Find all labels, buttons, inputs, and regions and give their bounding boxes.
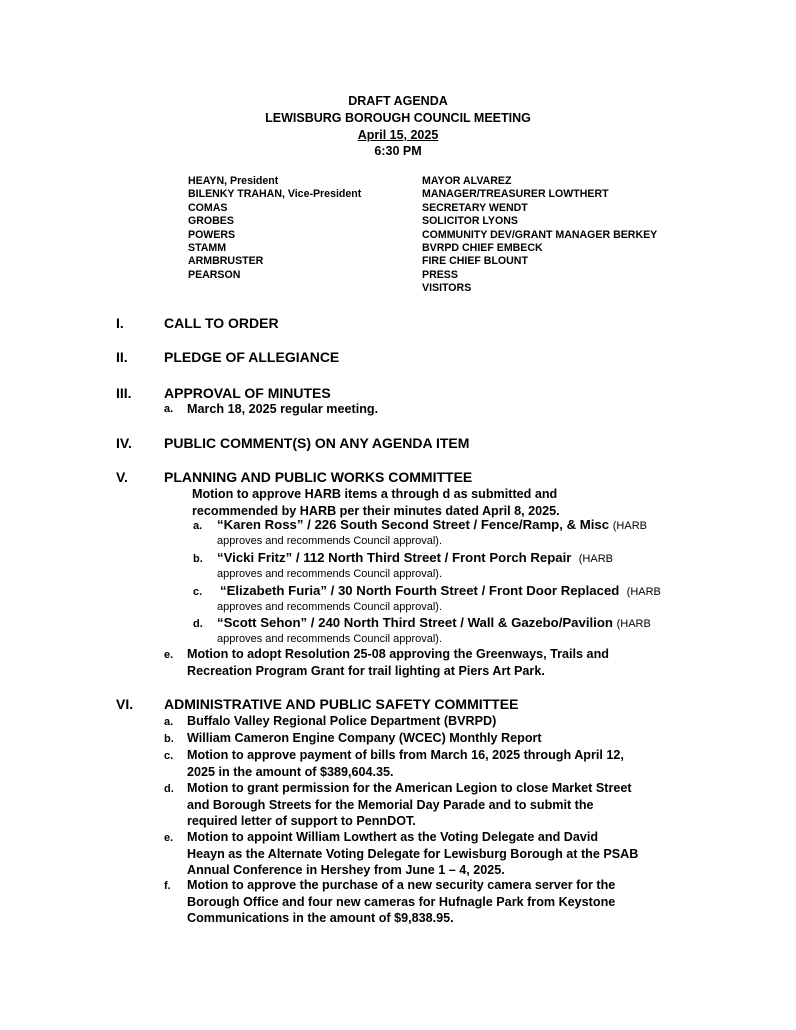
item-line: William Cameron Engine Company (WCEC) Monthly Report <box>187 731 542 745</box>
attendees-left <box>188 175 361 282</box>
agenda-title: DRAFT AGENDA <box>348 94 448 108</box>
harb-motion <box>192 486 560 519</box>
item-letter: a. <box>164 403 174 415</box>
attendee: BVRPD CHIEF EMBECK <box>422 242 543 255</box>
attendee: MAYOR ALVAREZ <box>422 175 512 187</box>
harb-note: (HARB <box>612 520 647 532</box>
agenda-item <box>187 780 632 830</box>
attendee: POWERS <box>188 228 236 241</box>
item-line: March 18, 2025 regular meeting. <box>187 402 379 416</box>
attendee: HEAYN, President <box>188 175 279 187</box>
attendee: SOLICITOR LYONS <box>422 215 518 228</box>
harb-note: (HARB <box>578 553 613 565</box>
harb-item-title: “Karen Ross” / 226 South Second Street / Fence/Ramp, & Misc <box>217 517 610 532</box>
meeting-date: April 15, 2025 <box>357 128 439 142</box>
item-letter: e. <box>164 649 174 661</box>
attendee: PEARSON <box>188 268 241 281</box>
item-letter: e. <box>164 832 174 844</box>
item-line: Heayn as the Alternate Voting Delegate for Lewisburg Borough at the PSAB <box>187 846 639 861</box>
section-numeral: IV. <box>116 435 132 451</box>
item-line: Motion to adopt Resolution 25-08 approving the Greenways, Trails and <box>187 647 609 661</box>
harb-note: (HARB <box>626 586 661 598</box>
item-line: 2025 in the amount of $389,604.35. <box>187 764 394 779</box>
item-letter: c. <box>164 750 174 762</box>
harb-note-continued: approves and recommends Council approval). <box>217 535 443 547</box>
item-letter: c. <box>193 586 203 598</box>
harb-note: (HARB <box>616 618 651 630</box>
harb-note-continued: approves and recommends Council approval). <box>217 633 443 645</box>
item-letter: b. <box>193 553 203 565</box>
item-line: Motion to approve HARB items a through d as submitted and <box>192 487 558 501</box>
item-line: Motion to approve the purchase of a new security camera server for the <box>187 878 616 892</box>
harb-note-continued: approves and recommends Council approval). <box>217 601 443 613</box>
attendee: GROBES <box>188 215 234 228</box>
attendee: SECRETARY WENDT <box>422 201 528 214</box>
agenda-item <box>187 730 542 747</box>
harb-item <box>217 517 647 535</box>
item-letter: a. <box>193 520 203 532</box>
attendee: FIRE CHIEF BLOUNT <box>422 255 528 268</box>
item-letter: b. <box>164 733 174 745</box>
attendee: VISITORS <box>422 282 472 295</box>
attendee: ARMBRUSTER <box>188 255 264 268</box>
section-title: ADMINISTRATIVE AND PUBLIC SAFETY COMMITTEE <box>164 696 519 712</box>
harb-item-title: “Vicki Fritz” / 112 North Third Street / Front Porch Repair <box>217 550 572 565</box>
attendee: PRESS <box>422 268 458 281</box>
item-line: and Borough Streets for the Memorial Day Parade and to submit the <box>187 797 594 812</box>
section-numeral: VI. <box>116 696 134 712</box>
item-line: Buffalo Valley Regional Police Department (BVRPD) <box>187 714 497 728</box>
section-numeral: III. <box>116 385 132 401</box>
harb-item-title: “Elizabeth Furia” / 30 North Fourth Street / Front Door Replaced <box>220 583 620 598</box>
harb-item <box>217 615 651 633</box>
section-numeral: I. <box>116 315 124 331</box>
item-letter: d. <box>193 618 203 630</box>
attendee: COMAS <box>188 201 228 214</box>
agenda-item <box>187 401 378 418</box>
section-title: APPROVAL OF MINUTES <box>164 385 331 401</box>
attendee: COMMUNITY DEV/GRANT MANAGER BERKEY <box>422 228 658 241</box>
meeting-date-wrap <box>0 128 796 142</box>
item-line: Motion to approve payment of bills from March 16, 2025 through April 12, <box>187 748 624 762</box>
section-numeral: V. <box>116 469 128 485</box>
agenda-item <box>187 877 615 927</box>
item-line: recommended by HARB per their minutes dated April 8, 2025. <box>192 503 560 518</box>
item-line: Motion to grant permission for the American Legion to close Market Street <box>187 781 632 795</box>
agenda-item <box>187 747 624 780</box>
agenda-item <box>187 829 638 879</box>
meeting-title: LEWISBURG BOROUGH COUNCIL MEETING <box>265 111 531 125</box>
attendee: MANAGER/TREASURER LOWTHERT <box>422 188 609 201</box>
item-letter: a. <box>164 716 174 728</box>
meeting-time: 6:30 PM <box>374 144 422 158</box>
item-line: required letter of support to PennDOT. <box>187 814 416 829</box>
harb-note-continued: approves and recommends Council approval). <box>217 568 443 580</box>
section-numeral: II. <box>116 349 128 365</box>
item-line: Communications in the amount of $9,838.95. <box>187 911 454 926</box>
attendees-right <box>422 175 657 296</box>
agenda-item <box>187 646 609 679</box>
section-title: PUBLIC COMMENT(S) ON ANY AGENDA ITEM <box>164 435 470 451</box>
attendee: STAMM <box>188 242 227 255</box>
section-title: PLANNING AND PUBLIC WORKS COMMITTEE <box>164 469 473 485</box>
item-line: Annual Conference in Hershey from June 1 – 4, 2025. <box>187 863 505 878</box>
attendee: BILENKY TRAHAN, Vice-President <box>188 188 362 201</box>
section-title: PLEDGE OF ALLEGIANCE <box>164 349 340 365</box>
item-letter: d. <box>164 783 174 795</box>
item-letter: f. <box>164 880 171 892</box>
section-title: CALL TO ORDER <box>164 315 279 331</box>
agenda-item <box>187 713 496 730</box>
harb-item <box>220 583 661 601</box>
item-line: Borough Office and four new cameras for Hufnagle Park from Keystone <box>187 894 616 909</box>
harb-item <box>217 550 613 568</box>
item-line: Recreation Program Grant for trail lighting at Piers Art Park. <box>187 663 545 678</box>
item-line: Motion to appoint William Lowthert as the Voting Delegate and David <box>187 830 599 844</box>
harb-item-title: “Scott Sehon” / 240 North Third Street / Wall & Gazebo/Pavilion <box>217 615 613 630</box>
